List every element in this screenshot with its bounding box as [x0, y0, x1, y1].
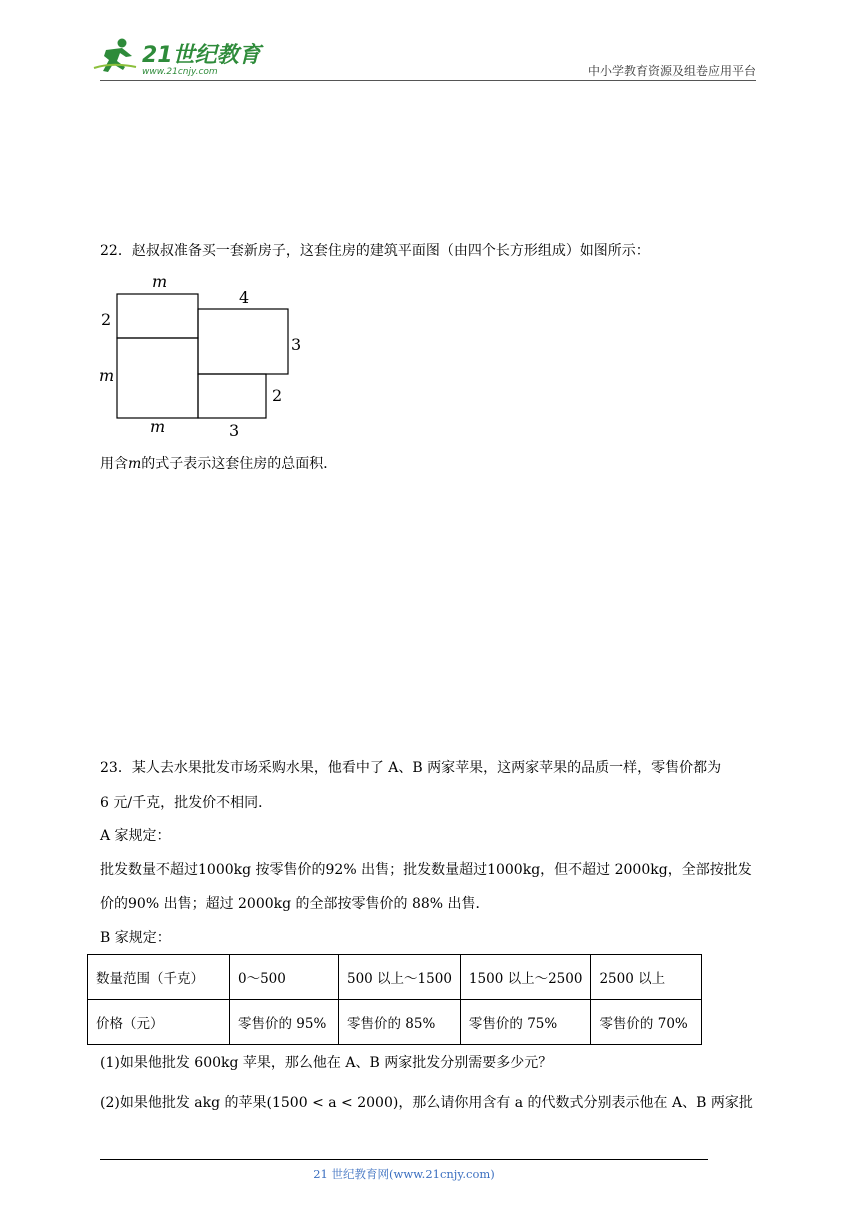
- logo-url: www.21cnjy.com: [142, 67, 218, 77]
- table-cell: 零售价的 75%: [460, 1000, 591, 1045]
- q23-a-rule2: 价的90% 出售；超过 2000kg 的全部按零售价的 88% 出售．: [100, 896, 490, 912]
- floor-plan-figure: [92, 268, 312, 440]
- table-row: [88, 955, 702, 1000]
- room-bottom-right: [198, 374, 266, 418]
- q22-prompt-pre: 用含: [100, 456, 128, 472]
- label-left-2: 2: [101, 310, 112, 329]
- footer-divider: [100, 1159, 708, 1160]
- label-bottom-3: 3: [229, 421, 240, 440]
- q22-prompt: [100, 454, 337, 474]
- room-top-left: [117, 294, 198, 338]
- runner-icon: [94, 39, 136, 73]
- q23-a-rule1: 批发数量不超过1000kg 按零售价的92% 出售；批发数量超过1000kg，但不超过 2000kg，全部按批发: [100, 862, 752, 878]
- q22-text: 22．赵叔叔准备买一套新房子，这套住房的建筑平面图（由四个长方形组成）如图所示：: [100, 243, 650, 259]
- table-cell: 零售价的 95%: [230, 1000, 339, 1045]
- table-cell: 500 以上～1500: [339, 955, 461, 1000]
- q23-line1: 23．某人去水果批发市场采购水果，他看中了 A、B 两家苹果，这两家苹果的品质一样，零售价都为: [100, 760, 722, 776]
- table-cell: 2500 以上: [591, 955, 702, 1000]
- b-price-table: [87, 954, 702, 1045]
- label-bottom-m: m: [150, 417, 166, 436]
- label-right-3: 3: [291, 335, 302, 354]
- table-cell: 零售价的 85%: [339, 1000, 461, 1045]
- logo-text: 21世纪教育: [142, 43, 261, 68]
- table-cell: 1500 以上～2500: [460, 955, 591, 1000]
- label-left-m: m: [99, 366, 115, 385]
- q23-a-title: A 家规定：: [100, 828, 171, 844]
- q22-prompt-post: 的式子表示这套住房的总面积．: [141, 456, 338, 472]
- q23-b-title: B 家规定：: [100, 930, 171, 946]
- room-bottom-left: [117, 338, 198, 418]
- table-cell: 价格（元）: [88, 1000, 230, 1045]
- q22-prompt-var: m: [128, 456, 142, 472]
- site-logo: [92, 34, 267, 78]
- q23-line2: 6 元/千克，批发价不相同．: [100, 795, 273, 811]
- footer-link[interactable]: 21 世纪教育网(www.21cnjy.com): [313, 1167, 495, 1181]
- table-cell: 零售价的 70%: [591, 1000, 702, 1045]
- table-cell: 数量范围（千克）: [88, 955, 230, 1000]
- table-row: [88, 1000, 702, 1045]
- q23-sub1: (1)如果他批发 600kg 苹果，那么他在 A、B 两家批发分别需要多少元？: [100, 1055, 553, 1071]
- platform-name: 中小学教育资源及组卷应用平台: [587, 64, 756, 78]
- q23-sub2: (2)如果他批发 akg 的苹果(1500 < a < 2000)，那么请你用含有 a 的代数式分别表示他在 A、B 两家批: [100, 1095, 753, 1111]
- header-divider: [100, 80, 756, 81]
- room-top-right: [198, 309, 288, 374]
- label-top-4: 4: [239, 288, 250, 307]
- table-cell: 0～500: [230, 955, 339, 1000]
- label-top-m: m: [152, 272, 168, 291]
- label-right-2: 2: [272, 386, 283, 405]
